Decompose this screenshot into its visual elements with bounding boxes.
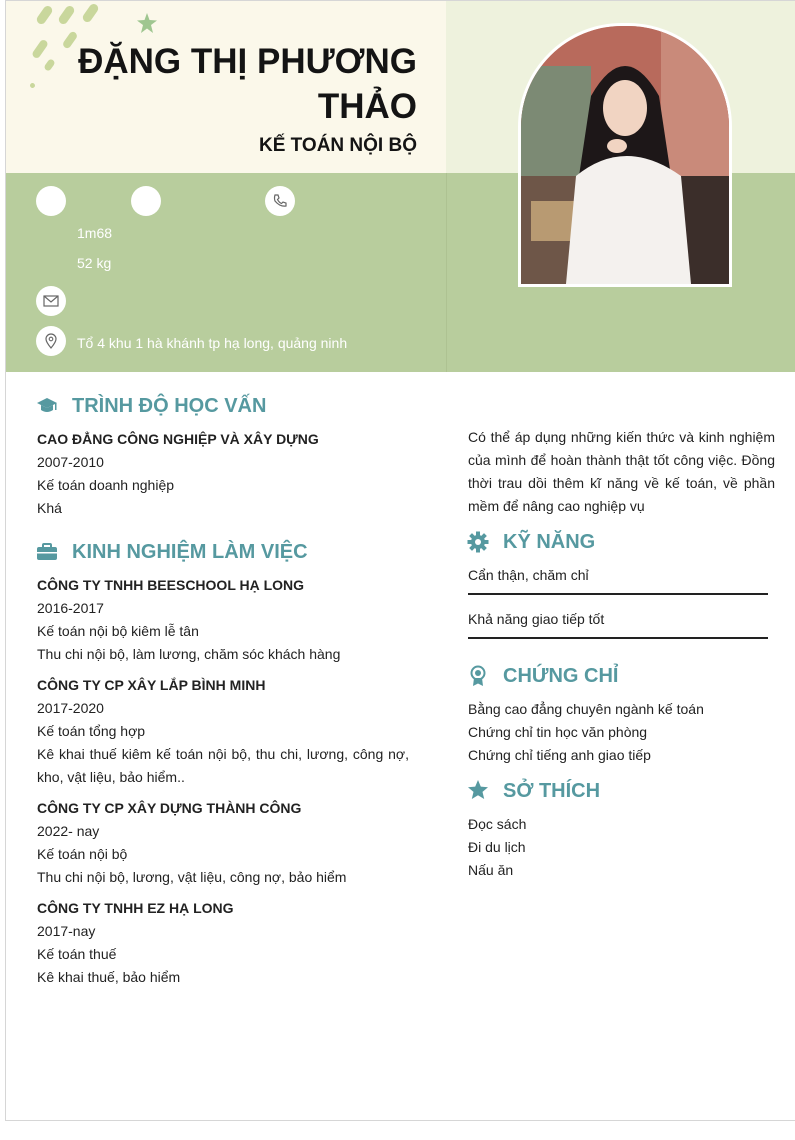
phone-icon xyxy=(265,186,295,216)
job-entry xyxy=(37,797,409,889)
education-major: Kế toán doanh nghiệp xyxy=(37,477,175,493)
job-period: 2017-nay xyxy=(37,923,96,939)
candidate-name: ĐẶNG THỊ PHƯƠNG THẢO xyxy=(78,42,417,126)
award-icon xyxy=(467,665,489,687)
location-icon xyxy=(36,326,66,356)
job-description: Thu chi nội bộ, lương, vật liệu, công nợ, bảo hiểm xyxy=(37,869,347,885)
skill-item: Khả năng giao tiếp tốt xyxy=(468,611,605,627)
graduation-cap-icon xyxy=(36,395,58,417)
hobby-item: Đi du lịch xyxy=(468,839,526,855)
job-period: 2017-2020 xyxy=(37,700,104,716)
certificates-list xyxy=(468,698,775,767)
job-entry xyxy=(37,574,409,666)
school-name: CAO ĐẲNG CÔNG NGHIỆP VÀ XÂY DỰNG xyxy=(37,431,319,447)
skill-item: Cẩn thận, chăm chỉ xyxy=(468,567,589,583)
star-deco-icon xyxy=(134,11,160,37)
job-company: CÔNG TY TNHH BEESCHOOL HẠ LONG xyxy=(37,577,305,593)
contact-icon-circle xyxy=(36,186,66,216)
job-position: Kế toán tổng hợp xyxy=(37,723,146,739)
hobbies-title: SỞ THÍCH xyxy=(503,780,601,802)
contact-icon-circle xyxy=(131,186,161,216)
hobbies-list xyxy=(468,813,768,882)
contact-band-divider xyxy=(446,173,447,372)
profile-photo xyxy=(518,23,732,287)
hobby-item: Nấu ăn xyxy=(468,862,514,878)
job-description: Kê khai thuế kiêm kế toán nội bộ, thu chi, lương, công nợ, kho, vật liệu, bảo hiểm.. xyxy=(37,746,409,785)
hobby-item: Đọc sách xyxy=(468,816,527,832)
resume-page xyxy=(5,0,795,1121)
job-position: Kế toán nội bộ kiêm lễ tân xyxy=(37,623,199,639)
education-years: 2007-2010 xyxy=(37,454,104,470)
job-description: Kê khai thuế, bảo hiểm xyxy=(37,969,181,985)
job-company: CÔNG TY CP XÂY LẮP BÌNH MINH xyxy=(37,677,266,693)
job-period: 2022- nay xyxy=(37,823,100,839)
certificate-item: Chứng chỉ tiếng anh giao tiếp xyxy=(468,747,651,763)
skill-underline xyxy=(468,593,768,595)
job-entry xyxy=(37,674,409,789)
briefcase-icon xyxy=(36,541,58,563)
objective-text: Có thể áp dụng những kiến thức và kinh nghiệm của mình để hoàn thành thật tốt công việc. Đồng thời trau dồi thêm kĩ năng về kế toán, về phần mềm để nâng cao nghiệp vụ xyxy=(468,429,775,514)
weight-value: 52 kg xyxy=(77,255,112,271)
certificate-item: Chứng chỉ tin học văn phòng xyxy=(468,724,648,740)
star-icon xyxy=(467,779,489,801)
job-period: 2016-2017 xyxy=(37,600,104,616)
job-position: Kế toán thuế xyxy=(37,946,117,962)
certificates-title: CHỨNG CHỈ xyxy=(503,665,619,687)
skills-title: KỸ NĂNG xyxy=(503,531,596,553)
education-entry xyxy=(37,428,417,520)
address-value: Tổ 4 khu 1 hà khánh tp hạ long, quảng ninh xyxy=(77,335,348,351)
experience-title: KINH NGHIỆM LÀM VIỆC xyxy=(72,541,308,563)
job-company: CÔNG TY CP XÂY DỰNG THÀNH CÔNG xyxy=(37,800,302,816)
education-title: TRÌNH ĐỘ HỌC VẤN xyxy=(72,395,267,417)
job-position: Kế toán nội bộ xyxy=(37,846,128,862)
candidate-role: KẾ TOÁN NỘI BỘ xyxy=(259,135,417,156)
height-value: 1m68 xyxy=(77,225,113,241)
job-company: CÔNG TY TNHH EZ HẠ LONG xyxy=(37,900,234,916)
certificate-item: Bằng cao đẳng chuyên ngành kế toán xyxy=(468,701,704,717)
education-grade: Khá xyxy=(37,500,62,516)
job-description: Thu chi nội bộ, làm lương, chăm sóc khách hàng xyxy=(37,646,341,662)
skill-underline xyxy=(468,637,768,639)
job-entry xyxy=(37,897,409,989)
gear-icon xyxy=(467,531,489,553)
email-icon xyxy=(36,286,66,316)
